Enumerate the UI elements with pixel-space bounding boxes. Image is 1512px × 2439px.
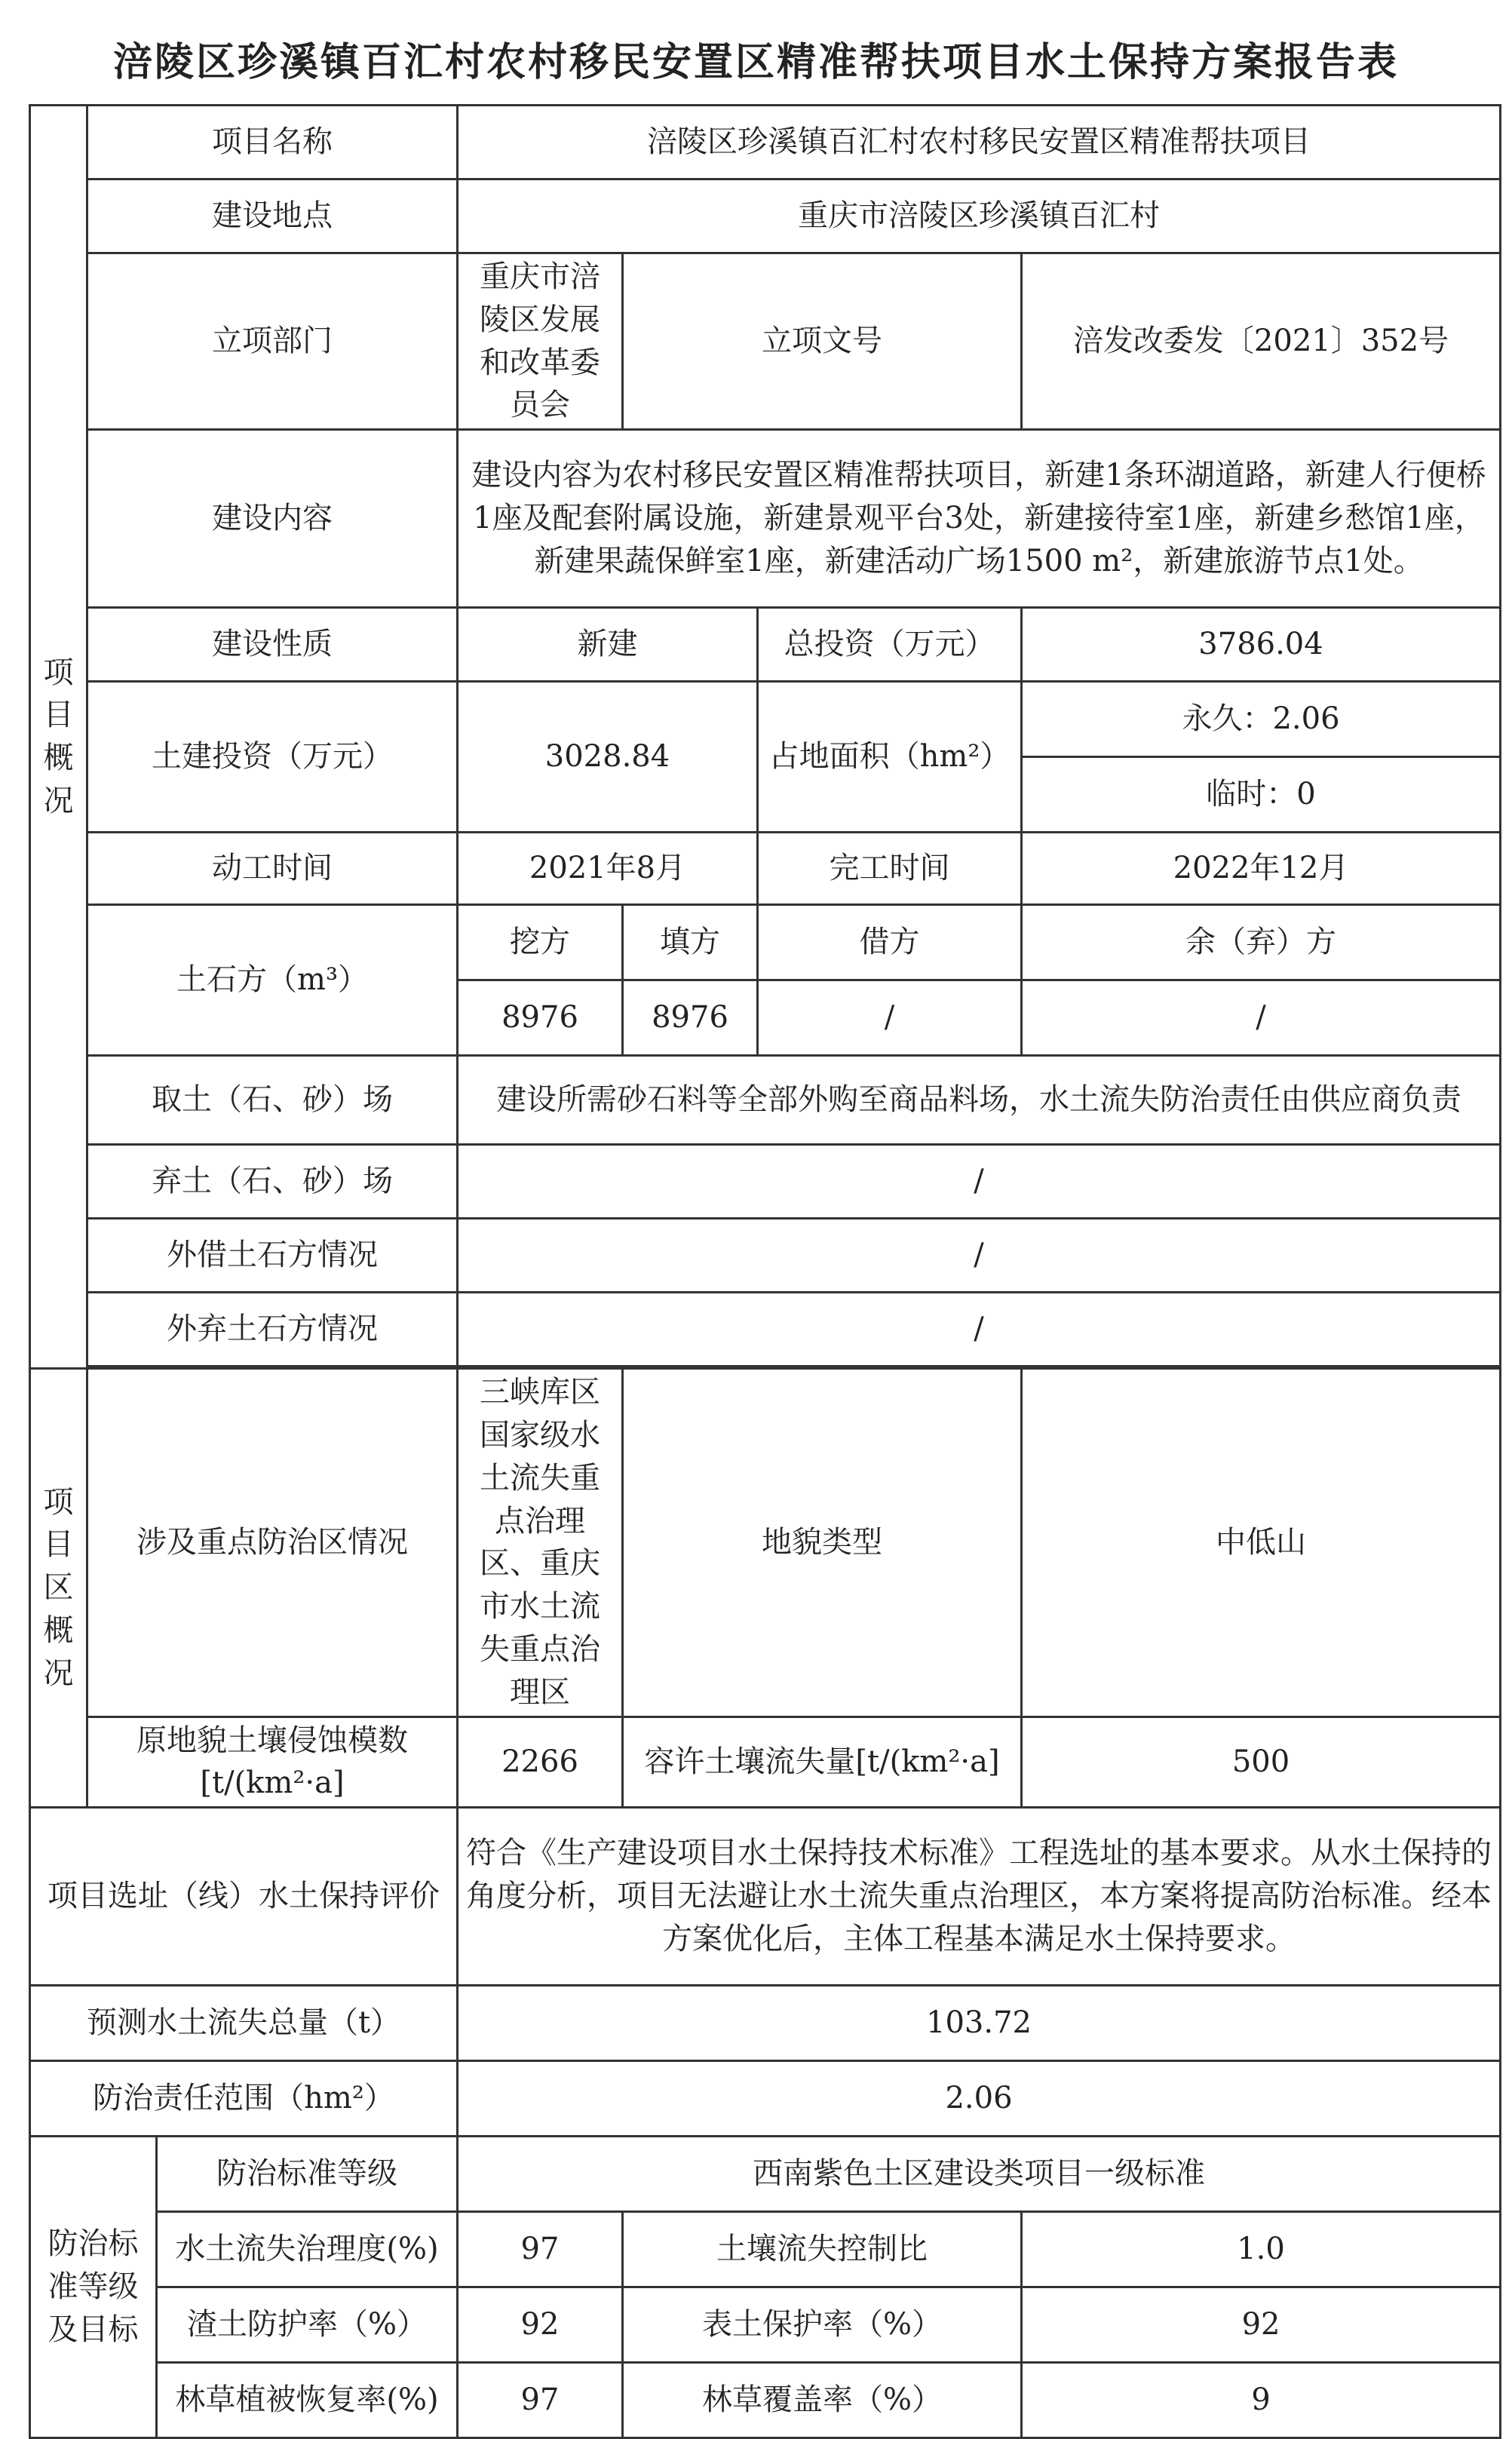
predicted-loss-value: 103.72 (458, 1986, 1501, 2061)
earthwork-value-fill: 8976 (623, 980, 758, 1056)
civil-investment-value: 3028.84 (458, 682, 758, 833)
land-area-label: 占地面积（hm²） (758, 682, 1022, 833)
borrow-site-value: 建设所需砂石料等全部外购至商品料场，水土流失防治责任由供应商负责 (458, 1056, 1501, 1145)
total-investment-value: 3786.04 (1022, 608, 1501, 682)
target-label: 渣土防护率（%） (157, 2287, 458, 2363)
spoiled-earth-label: 外弃土石方情况 (87, 1293, 458, 1367)
approval-doc-value: 涪发改委发〔2021〕352号 (1022, 253, 1501, 430)
report-form-table (29, 104, 1501, 2439)
target-label: 表土保护率（%） (623, 2287, 1022, 2363)
site-evaluation-value: 符合《生产建设项目水土保持技术标准》工程选址的基本要求。从水土保持的角度分析，项目无法避让水土流失重点治理区，本方案将提高防治标准。经本方案优化后，主体工程基本满足水土保持要求。 (458, 1808, 1501, 1986)
land-area-temporary: 临时：0 (1022, 757, 1501, 833)
construction-nature-label: 建设性质 (87, 608, 458, 682)
target-value: 92 (1022, 2287, 1501, 2363)
earthwork-value-borrow: / (758, 980, 1022, 1056)
section-project-overview-label: 项目概况 (30, 106, 87, 1369)
key-zone-label: 涉及重点防治区情况 (87, 1369, 458, 1717)
earthwork-header-fill: 填方 (623, 905, 758, 980)
responsibility-range-value: 2.06 (458, 2061, 1501, 2137)
construction-content-value: 建设内容为农村移民安置区精准帮扶项目，新建1条环湖道路，新建人行便桥1座及配套附属设施，新建景观平台3处，新建接待室1座，新建乡愁馆1座，新建果蔬保鲜室1座，新建活动广场1500 m²，新建旅游节点1处。 (458, 430, 1501, 608)
total-investment-label: 总投资（万元） (758, 608, 1022, 682)
approval-dept-value: 重庆市涪陵区发展和改革委员会 (458, 253, 623, 430)
project-name-label: 项目名称 (87, 106, 458, 179)
start-time-value: 2021年8月 (458, 833, 758, 905)
target-label: 林草植被恢复率(%) (157, 2363, 458, 2438)
spoiled-earth-value: / (458, 1293, 1501, 1367)
spoil-site-label: 弃土（石、砂）场 (87, 1145, 458, 1219)
landform-value: 中低山 (1022, 1369, 1501, 1717)
end-time-value: 2022年12月 (1022, 833, 1501, 905)
earthwork-label: 土石方（m³） (87, 905, 458, 1056)
standard-grade-value: 西南紫色土区建设类项目一级标准 (458, 2137, 1501, 2212)
earthwork-value-spoil: / (1022, 980, 1501, 1056)
construction-content-label: 建设内容 (87, 430, 458, 608)
landform-label: 地貌类型 (623, 1369, 1022, 1717)
section-area-overview-label: 项目区概况 (30, 1369, 87, 1808)
target-value: 1.0 (1022, 2212, 1501, 2287)
erosion-modulus-label: 原地貌土壤侵蚀模数[t/(km²·a] (87, 1717, 458, 1808)
site-evaluation-label: 项目选址（线）水土保持评价 (30, 1808, 458, 1986)
end-time-label: 完工时间 (758, 833, 1022, 905)
target-label: 林草覆盖率（%） (623, 2363, 1022, 2438)
standard-grade-label: 防治标准等级 (157, 2137, 458, 2212)
key-zone-value: 三峡库区国家级水土流失重点治理区、重庆市水土流失重点治理区 (458, 1369, 623, 1717)
start-time-label: 动工时间 (87, 833, 458, 905)
approval-dept-label: 立项部门 (87, 253, 458, 430)
allowable-loss-value: 500 (1022, 1717, 1501, 1808)
construction-nature-value: 新建 (458, 608, 758, 682)
erosion-modulus-value: 2266 (458, 1717, 623, 1808)
target-label: 水土流失治理度(%) (157, 2212, 458, 2287)
location-label: 建设地点 (87, 179, 458, 253)
borrowed-earth-label: 外借土石方情况 (87, 1219, 458, 1293)
civil-investment-label: 土建投资（万元） (87, 682, 458, 833)
earthwork-header-spoil: 余（弃）方 (1022, 905, 1501, 980)
spoil-site-value: / (458, 1145, 1501, 1219)
earthwork-value-excavation: 8976 (458, 980, 623, 1056)
predicted-loss-label: 预测水土流失总量（t） (30, 1986, 458, 2061)
approval-doc-label: 立项文号 (623, 253, 1022, 430)
target-label: 土壤流失控制比 (623, 2212, 1022, 2287)
target-value: 97 (458, 2212, 623, 2287)
page-title: 涪陵区珍溪镇百汇村农村移民安置区精准帮扶项目水土保持方案报告表 (112, 40, 1399, 85)
location-value: 重庆市涪陵区珍溪镇百汇村 (458, 179, 1501, 253)
responsibility-range-label: 防治责任范围（hm²） (30, 2061, 458, 2137)
target-value: 9 (1022, 2363, 1501, 2438)
land-area-permanent: 永久：2.06 (1022, 682, 1501, 757)
earthwork-header-borrow: 借方 (758, 905, 1022, 980)
target-value: 92 (458, 2287, 623, 2363)
borrowed-earth-value: / (458, 1219, 1501, 1293)
project-name-value: 涪陵区珍溪镇百汇村农村移民安置区精准帮扶项目 (458, 106, 1501, 179)
target-value: 97 (458, 2363, 623, 2438)
section-standards-label: 防治标准等级及目标 (30, 2137, 157, 2438)
allowable-loss-label: 容许土壤流失量[t/(km²·a] (623, 1717, 1022, 1808)
borrow-site-label: 取土（石、砂）场 (87, 1056, 458, 1145)
earthwork-header-excavation: 挖方 (458, 905, 623, 980)
